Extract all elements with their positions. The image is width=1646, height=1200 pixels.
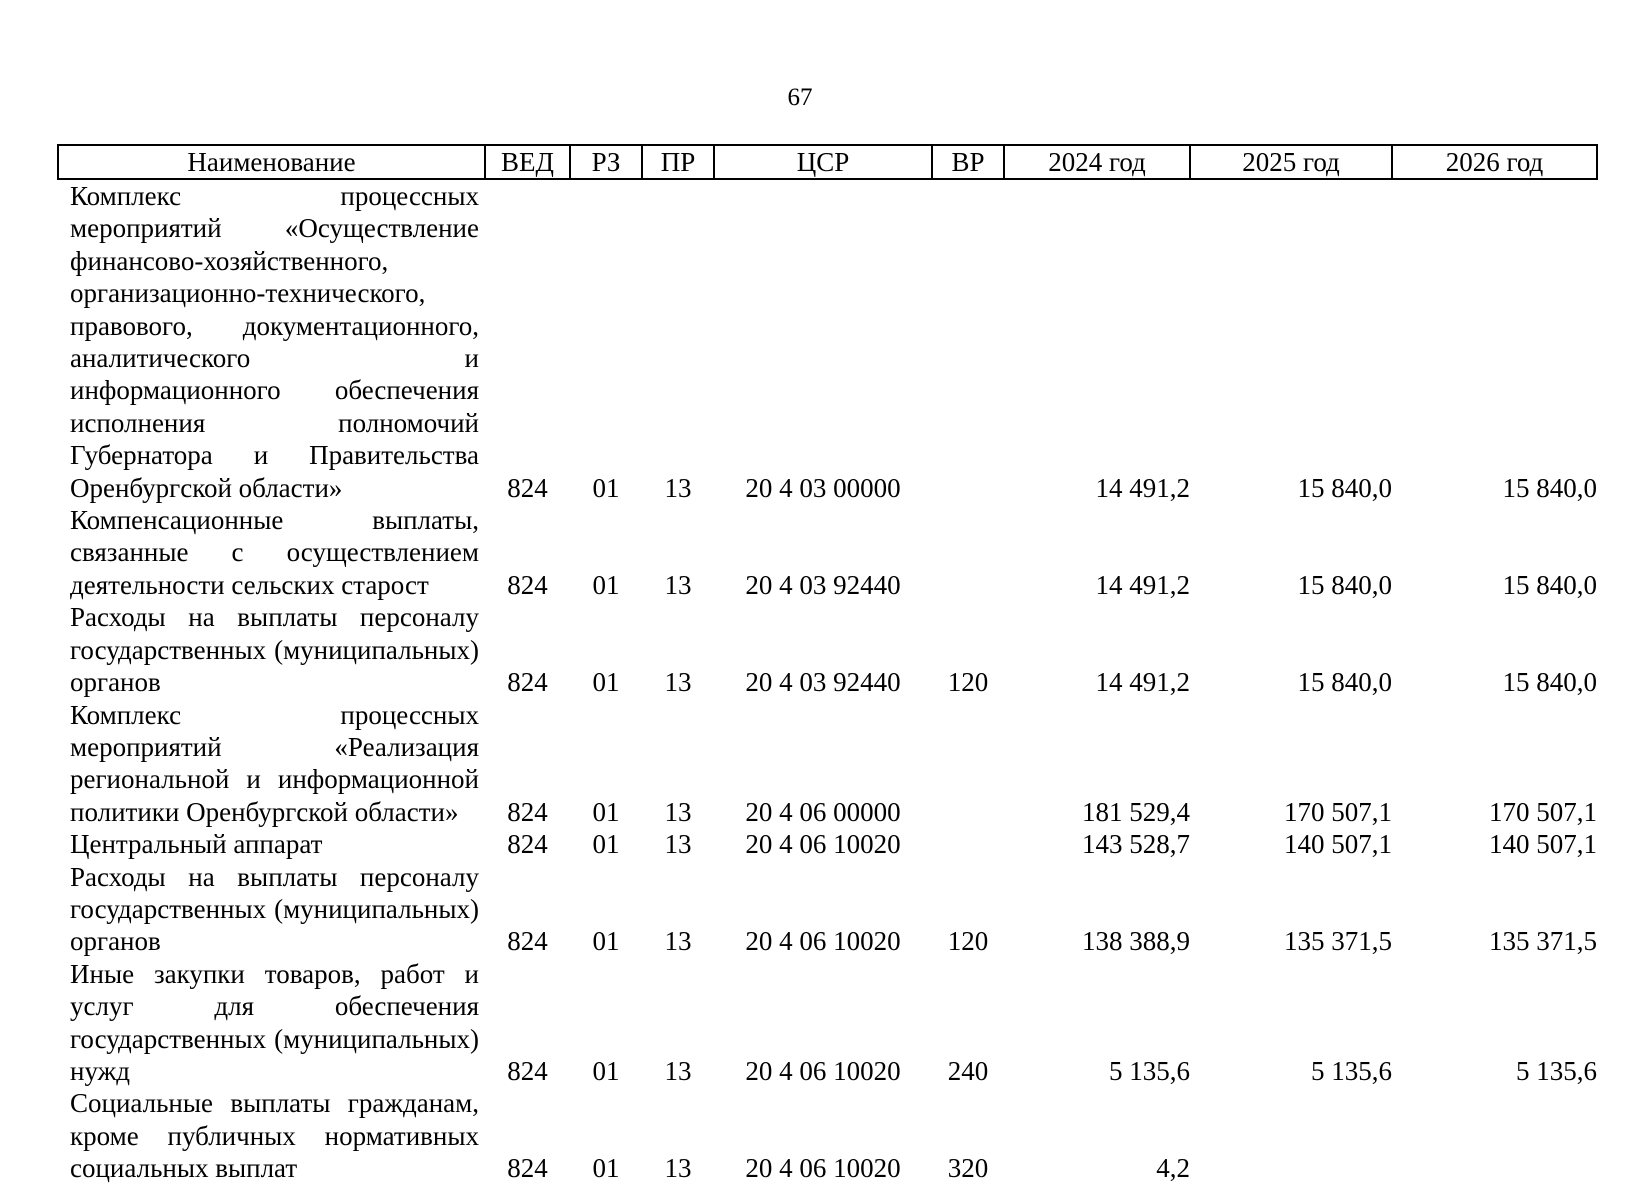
table-row bbox=[58, 958, 1597, 1088]
row-csr: 20 4 03 92440 bbox=[745, 667, 901, 698]
row-pr: 13 bbox=[664, 1153, 692, 1184]
row-2024: 143 528,7 bbox=[1082, 829, 1190, 860]
budget-table bbox=[57, 144, 1598, 1185]
row-csr: 20 4 03 92440 bbox=[745, 569, 901, 600]
column-header-pr: ПР bbox=[642, 145, 714, 179]
column-header-2026: 2026 год bbox=[1392, 145, 1597, 179]
row-csr: 20 4 06 10020 bbox=[745, 1153, 901, 1184]
row-2024: 181 529,4 bbox=[1082, 796, 1190, 827]
row-pr: 13 bbox=[664, 667, 692, 698]
row-2025: 135 371,5 bbox=[1284, 926, 1392, 957]
column-header-csr: ЦСР bbox=[714, 145, 932, 179]
table-body bbox=[58, 179, 1597, 1185]
table-row bbox=[58, 1087, 1597, 1184]
row-rz: 01 bbox=[592, 796, 620, 827]
row-name: Комплекс процессных мероприятий «Реализация региональной и информационной политики Оренбургской области» bbox=[70, 699, 479, 827]
row-rz: 01 bbox=[592, 569, 620, 600]
row-ved: 824 bbox=[507, 667, 548, 698]
table-row bbox=[58, 699, 1597, 829]
row-2026: 170 507,1 bbox=[1489, 796, 1597, 827]
row-ved: 824 bbox=[507, 926, 548, 957]
row-2026: 15 840,0 bbox=[1502, 569, 1597, 600]
row-ved: 824 bbox=[507, 1153, 548, 1184]
row-2025: 15 840,0 bbox=[1297, 472, 1392, 503]
row-ved: 824 bbox=[507, 569, 548, 600]
row-ved: 824 bbox=[507, 472, 548, 503]
row-rz: 01 bbox=[592, 472, 620, 503]
row-pr: 13 bbox=[664, 1055, 692, 1086]
table-header bbox=[58, 145, 1597, 179]
row-2026: 140 507,1 bbox=[1489, 829, 1597, 860]
row-vr bbox=[932, 179, 1004, 504]
table-row bbox=[58, 828, 1597, 860]
row-2025: 140 507,1 bbox=[1284, 829, 1392, 860]
row-2025 bbox=[1190, 1087, 1392, 1184]
row-2026: 135 371,5 bbox=[1489, 926, 1597, 957]
row-2024: 14 491,2 bbox=[1095, 569, 1190, 600]
row-csr: 20 4 06 10020 bbox=[745, 829, 901, 860]
row-name: Социальные выплаты гражданам, кроме публичных нормативных социальных выплат bbox=[70, 1088, 479, 1184]
row-2024: 138 388,9 bbox=[1082, 926, 1190, 957]
row-rz: 01 bbox=[592, 1055, 620, 1086]
row-2026: 5 135,6 bbox=[1516, 1055, 1597, 1086]
column-header-vr: ВР bbox=[932, 145, 1004, 179]
row-vr bbox=[932, 504, 1004, 601]
row-2026: 15 840,0 bbox=[1502, 472, 1597, 503]
row-2025: 5 135,6 bbox=[1311, 1055, 1392, 1086]
row-vr: 120 bbox=[947, 926, 989, 957]
row-csr: 20 4 06 10020 bbox=[745, 1055, 901, 1086]
column-header-2024: 2024 год bbox=[1004, 145, 1190, 179]
column-header-name: Наименование bbox=[58, 145, 485, 179]
row-csr: 20 4 03 00000 bbox=[745, 472, 901, 503]
row-vr bbox=[932, 699, 1004, 829]
row-name: Комплекс процессных мероприятий «Осуществление финансово-хозяйственного, организационно-технического, правового, документационного, аналитического и информационного обеспечения исполнения полномочий Губернатора и Правительства Оренбургской области» bbox=[70, 181, 479, 503]
page-number: 67 bbox=[787, 84, 813, 111]
row-2024: 14 491,2 bbox=[1095, 472, 1190, 503]
row-csr: 20 4 06 10020 bbox=[745, 926, 901, 957]
row-2026 bbox=[1392, 1087, 1597, 1184]
row-name: Расходы на выплаты персоналу государственных (муниципальных) органов bbox=[70, 861, 479, 957]
row-name: Расходы на выплаты персоналу государственных (муниципальных) органов bbox=[70, 602, 479, 698]
table-row bbox=[58, 861, 1597, 958]
row-name: Иные закупки товаров, работ и услуг для обеспечения государственных (муниципальных) нужд bbox=[70, 958, 479, 1086]
row-pr: 13 bbox=[664, 926, 692, 957]
table-row bbox=[58, 179, 1597, 504]
row-2025: 15 840,0 bbox=[1297, 667, 1392, 698]
row-rz: 01 bbox=[592, 926, 620, 957]
row-rz: 01 bbox=[592, 667, 620, 698]
row-vr: 120 bbox=[947, 667, 989, 698]
column-header-rz: РЗ bbox=[570, 145, 642, 179]
column-header-2025: 2025 год bbox=[1190, 145, 1392, 179]
row-2025: 15 840,0 bbox=[1297, 569, 1392, 600]
row-name: Центральный аппарат bbox=[70, 829, 323, 860]
row-2024: 4,2 bbox=[1156, 1153, 1190, 1184]
row-2026: 15 840,0 bbox=[1502, 667, 1597, 698]
row-pr: 13 bbox=[664, 829, 692, 860]
row-vr: 240 bbox=[947, 1055, 989, 1086]
row-csr: 20 4 06 00000 bbox=[745, 796, 901, 827]
row-ved: 824 bbox=[507, 829, 548, 860]
row-ved: 824 bbox=[507, 1055, 548, 1086]
row-vr: 320 bbox=[947, 1153, 989, 1184]
row-pr: 13 bbox=[664, 472, 692, 503]
row-2024: 14 491,2 bbox=[1095, 667, 1190, 698]
table-row bbox=[58, 504, 1597, 601]
header-row bbox=[58, 145, 1597, 179]
row-rz: 01 bbox=[592, 1153, 620, 1184]
column-header-ved: ВЕД bbox=[485, 145, 570, 179]
row-pr: 13 bbox=[664, 796, 692, 827]
row-name: Компенсационные выплаты, связанные с осуществлением деятельности сельских старост bbox=[70, 505, 479, 600]
table-row bbox=[58, 601, 1597, 698]
row-2024: 5 135,6 bbox=[1109, 1055, 1190, 1086]
row-vr bbox=[932, 828, 1004, 860]
row-ved: 824 bbox=[507, 796, 548, 827]
row-pr: 13 bbox=[664, 569, 692, 600]
row-2025: 170 507,1 bbox=[1284, 796, 1392, 827]
row-rz: 01 bbox=[592, 829, 620, 860]
